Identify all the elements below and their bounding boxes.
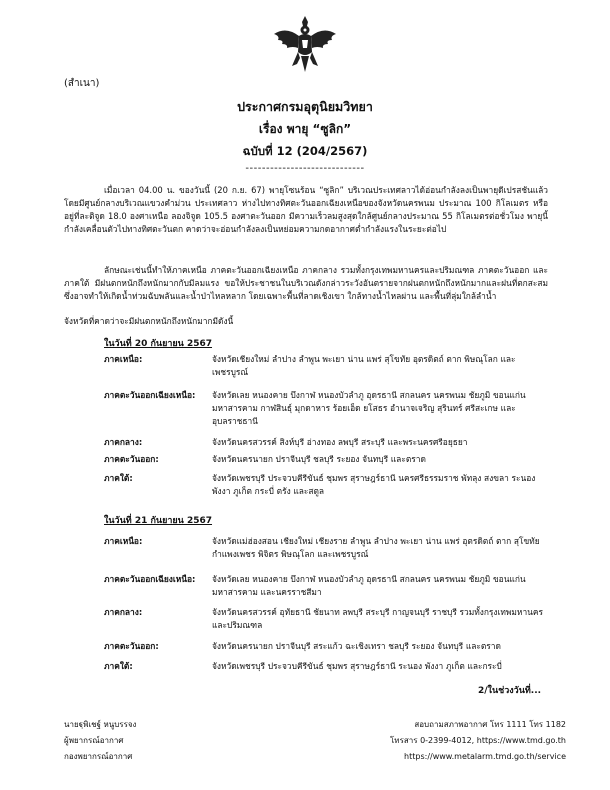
region-provinces: จังหวัดเพชรบุรี ประจวบคีรีขันธ์ ชุมพร สุราษฎร์ธานี นครศรีธรรมราช พัทลุง สงขลา ระนอง พังงา ภูเก็ต กระบี่ ตรัง และสตูล <box>212 473 536 496</box>
region-provinces: จังหวัดเพชรบุรี ประจวบคีรีขันธ์ ชุมพร สุราษฎร์ธานี ระนอง พังงา ภูเก็ต และกระบี่ <box>212 661 502 671</box>
copy-label: (สำเนา) <box>64 78 100 89</box>
province-list-intro: จังหวัดที่คาดว่าจะมีฝนตกหนักถึงหนักมากมีดังนี้ <box>64 316 234 326</box>
contact-metalarm-link[interactable]: https://www.metalarm.tmd.go.th/service <box>404 752 566 761</box>
region-label: ภาคใต้: <box>104 473 133 483</box>
region-provinces: จังหวัดเชียงใหม่ ลำปาง ลำพูน พะเยา น่าน แพร่ สุโขทัย อุตรดิตถ์ ตาก พิษณุโลก และเพชรบูรณ์ <box>212 354 516 377</box>
region-provinces: จังหวัดแม่ฮ่องสอน เชียงใหม่ เชียงราย ลำพูน ลำปาง พะเยา น่าน แพร่ อุตรดิตถ์ ตาก สุโขทัย กำแพงเพชร พิจิตร พิษณุโลก และเพชรบูรณ์ <box>212 536 540 559</box>
contact-phone: สอบถามสภาพอากาศ โทร 1111 โทร 1182 <box>414 720 566 729</box>
signatory-block <box>64 717 136 765</box>
garuda-emblem-icon <box>270 14 340 74</box>
region-provinces: จังหวัดนครนายก ปราจีนบุรี ชลบุรี ระยอง จันทบุรี และตราด <box>212 454 426 464</box>
warning-paragraph: ลักษณะเช่นนี้ทำให้ภาคเหนือ ภาคตะวันออกเฉียงเหนือ ภาคกลาง รวมทั้งกรุงเทพมหานครและปริมณฑล ภาคตะวันออก และภาคใต้ มีฝนตกหนักถึงหนักมากกับมีลมแรง ขอให้ประชาชนในบริเวณดังกล่าวระวังอันตรายจากฝนตกหนักถึงหนักมากและฝนที่ตกสะสม ซึ่งอาจทำให้เกิดน้ำท่วมฉับพลันและน้ำป่าไหลหลาก โดยเฉพาะพื้นที่ลาดเชิงเขา ใกล้ทางน้ำไหลผ่าน และพื้นที่ลุ่มใกล้ลำน้ำ <box>64 265 548 301</box>
separator-line: ----------------------------- <box>245 163 365 174</box>
day-heading: ในวันที่ 20 กันยายน 2567 <box>104 339 213 349</box>
region-label: ภาคตะวันออก: <box>104 454 159 464</box>
region-label: ภาคตะวันออก: <box>104 641 159 651</box>
signatory-name: นายฐฺพิเชฐ์ หนูบรรจง <box>64 720 137 729</box>
region-label: ภาคตะวันออกเฉียงเหนือ: <box>104 390 196 400</box>
storm-description-paragraph: เมื่อเวลา 04.00 น. ของวันนี้ (20 ก.ย. 67) พายุโซนร้อน “ซูลิก” บริเวณประเทศลาวได้อ่อนกำลังลงเป็นพายุดีเปรสชันแล้ว โดยมีศูนย์กลางบริเวณแขวงคำม่วน ประเทศลาว ห่างไปทางทิศตะวันออกเฉียงเหนือของจังหวัดนครพนม ประมาณ 100 กิโลเมตร หรืออยู่ที่ละติจูด 18.0 องศาเหนือ ลองจิจูด 105.5 องศาตะวันออก มีความเร็วลมสูงสุดใกล้ศูนย์กลางประมาณ 55 กิโลเมตรต่อชั่วโมง พายุนี้กำลังเคลื่อนตัวไปทางทิศตะวันตก คาดว่าจะอ่อนกำลังลงเป็นหย่อมความกดอากาศต่ำกำลังแรงในระยะต่อไป <box>64 185 548 234</box>
continuation-marker: 2/ในช่วงวันที่... <box>478 686 542 696</box>
region-label: ภาคเหนือ: <box>104 536 143 546</box>
region-provinces: จังหวัดนครสวรรค์ อุทัยธานี ชัยนาท ลพบุรี สระบุรี กาญจนบุรี ราชบุรี รวมทั้งกรุงเทพมหานครและปริมณฑล <box>212 607 543 630</box>
day-heading: ในวันที่ 21 กันยายน 2567 <box>104 516 213 526</box>
region-label: ภาคกลาง: <box>104 437 143 447</box>
region-label: ภาคเหนือ: <box>104 354 143 364</box>
region-provinces: จังหวัดเลย หนองคาย บึงกาฬ หนองบัวลำภู อุดรธานี สกลนคร นครพนม ชัยภูมิ ขอนแก่น มหาสารคาม และนครราชสีมา <box>212 574 526 597</box>
signatory-division: กองพยากรณ์อากาศ <box>64 752 133 761</box>
agency-title: ประกาศกรมอุตุนิยมวิทยา <box>237 99 373 114</box>
contact-fax-website: โทรสาร 0-2399-4012, https://www.tmd.go.th <box>390 736 566 745</box>
region-label: ภาคกลาง: <box>104 607 143 617</box>
region-provinces: จังหวัดนครนายก ปราจีนบุรี สระแก้ว ฉะเชิงเทรา ชลบุรี ระยอง จันทบุรี และตราด <box>212 641 501 651</box>
contact-block <box>390 717 566 765</box>
issue-number: ฉบับที่ 12 (204/2567) <box>242 144 368 158</box>
subject-title: เรื่อง พายุ “ซูลิก” <box>258 122 352 136</box>
signatory-position: ผู้พยากรณ์อากาศ <box>64 736 124 745</box>
region-label: ภาคใต้: <box>104 661 133 671</box>
region-provinces: จังหวัดเลย หนองคาย บึงกาฬ หนองบัวลำภู อุดรธานี สกลนคร นครพนม ชัยภูมิ ขอนแก่น มหาสารคาม กาฬสินธุ์ มุกดาหาร ร้อยเอ็ด ยโสธร อำนาจเจริญ สุรินทร์ ศรีสะเกษ และอุบลราชธานี <box>212 390 526 426</box>
region-provinces: จังหวัดนครสวรรค์ สิงห์บุรี อ่างทอง ลพบุรี สระบุรี และพระนครศรีอยุธยา <box>212 437 468 447</box>
region-label: ภาคตะวันออกเฉียงเหนือ: <box>104 574 196 584</box>
